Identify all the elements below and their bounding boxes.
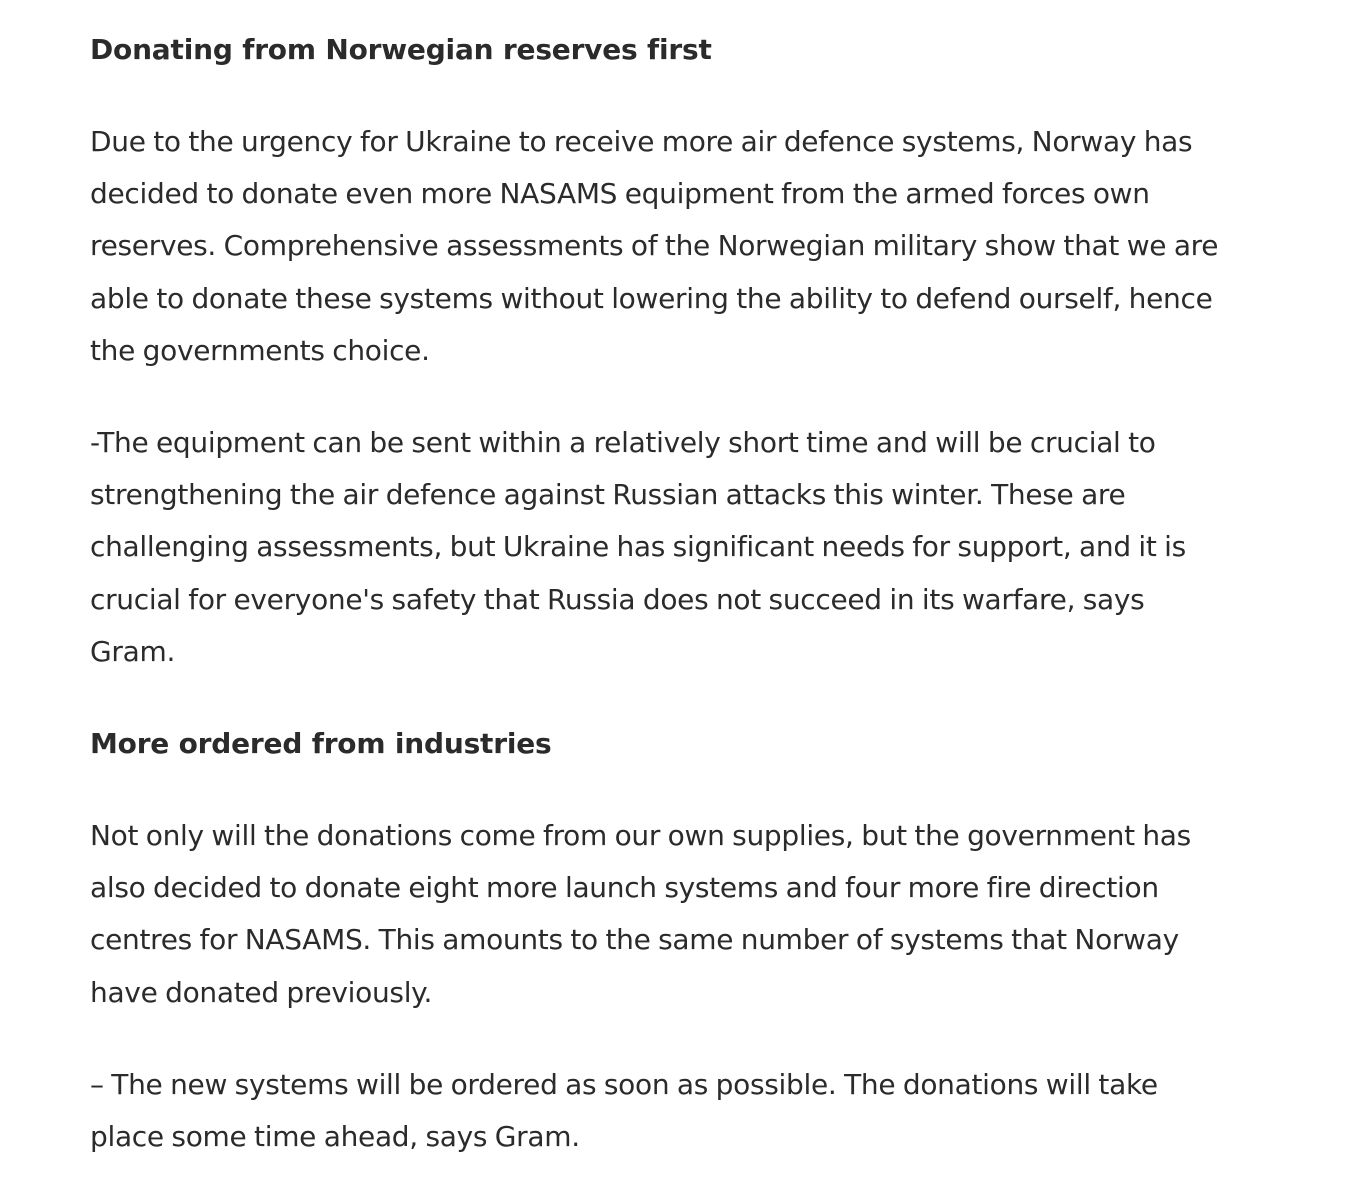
section-heading-more-ordered: More ordered from industries [90,727,552,761]
paragraph-urgency: Due to the urgency for Ukraine to receive more air defence systems, Norway has decided to donate even more NASAMS equipment from the armed forces own reserves. Comprehensive assessments of the Norwegian military show that we are able to donate these systems without lowering the ability to defend ourself, hence the governments choice. [90,125,1219,367]
paragraph-equipment-quote: -The equipment can be sent within a relatively short time and will be crucial to strengthening the air defence against Russian attacks this winter. These are challenging assessments, but Ukraine has significant needs for support, and it is crucial for everyone's safety that Russia does not succeed in its warfare, says Gram. [90,426,1186,668]
paragraph-new-systems-quote: – The new systems will be ordered as soon as possible. The donations will take place some time ahead, says Gram. [90,1067,1158,1154]
article-body [90,24,1230,1163]
section-heading-norwegian-reserves: Donating from Norwegian reserves first [90,33,712,66]
paragraph-donations: Not only will the donations come from our own supplies, but the government has also decided to donate eight more launch systems and four more fire direction centres for NASAMS. This amounts to the same number of systems that Norway have donated previously. [90,819,1191,1009]
